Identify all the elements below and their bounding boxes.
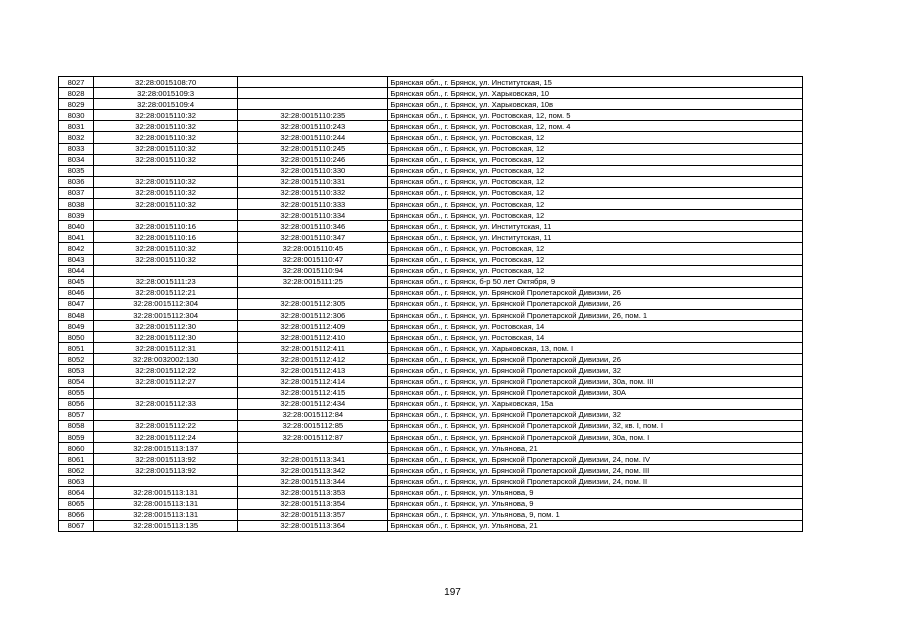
table-row (59, 143, 803, 154)
table-row (59, 254, 803, 265)
table-row (59, 398, 803, 409)
table-row (59, 276, 803, 287)
table-row (59, 232, 803, 243)
object-cadastral-number-cell: 32:28:0015112:305 (238, 298, 388, 309)
address-cell: Брянская обл., г. Брянск, ул. Ростовская, 12 (388, 254, 803, 265)
object-cadastral-number-cell (238, 99, 388, 110)
object-cadastral-number-cell: 32:28:0015110:244 (238, 132, 388, 143)
object-cadastral-number-cell: 32:28:0015113:357 (238, 509, 388, 520)
row-number-cell: 8048 (59, 309, 94, 320)
object-cadastral-number-cell: 32:28:0015112:85 (238, 420, 388, 431)
address-cell: Брянская обл., г. Брянск, ул. Ростовская, 14 (388, 321, 803, 332)
object-cadastral-number-cell: 32:28:0015110:334 (238, 210, 388, 221)
table-row (59, 498, 803, 509)
table-row (59, 132, 803, 143)
parcel-cadastral-number-cell: 32:28:0015110:32 (94, 143, 238, 154)
parcel-cadastral-number-cell: 32:28:0015113:131 (94, 509, 238, 520)
row-number-cell: 8046 (59, 287, 94, 298)
row-number-cell: 8047 (59, 298, 94, 309)
address-cell: Брянская обл., г. Брянск, ул. Ростовская, 12 (388, 143, 803, 154)
parcel-cadastral-number-cell: 32:28:0015113:92 (94, 465, 238, 476)
table-row (59, 454, 803, 465)
parcel-cadastral-number-cell: 32:28:0015110:32 (94, 243, 238, 254)
object-cadastral-number-cell (238, 287, 388, 298)
row-number-cell: 8041 (59, 232, 94, 243)
parcel-cadastral-number-cell: 32:28:0015110:32 (94, 187, 238, 198)
table-row (59, 465, 803, 476)
table-row (59, 487, 803, 498)
address-cell: Брянская обл., г. Брянск, ул. Ростовская, 12 (388, 199, 803, 210)
row-number-cell: 8067 (59, 520, 94, 531)
object-cadastral-number-cell: 32:28:0015113:344 (238, 476, 388, 487)
object-cadastral-number-cell: 32:28:0015110:333 (238, 199, 388, 210)
parcel-cadastral-number-cell: 32:28:0015112:304 (94, 298, 238, 309)
table-row (59, 509, 803, 520)
object-cadastral-number-cell: 32:28:0015112:411 (238, 343, 388, 354)
table-row (59, 387, 803, 398)
row-number-cell: 8029 (59, 99, 94, 110)
row-number-cell: 8058 (59, 420, 94, 431)
table-row (59, 154, 803, 165)
object-cadastral-number-cell: 32:28:0015110:330 (238, 165, 388, 176)
table-row (59, 409, 803, 420)
row-number-cell: 8032 (59, 132, 94, 143)
address-cell: Брянская обл., г. Брянск, ул. Харьковская, 10 (388, 88, 803, 99)
address-cell: Брянская обл., г. Брянск, ул. Брянской Пролетарской Дивизии, 24, пом. III (388, 465, 803, 476)
object-cadastral-number-cell: 32:28:0015110:245 (238, 143, 388, 154)
row-number-cell: 8065 (59, 498, 94, 509)
object-cadastral-number-cell (238, 88, 388, 99)
object-cadastral-number-cell: 32:28:0015113:341 (238, 454, 388, 465)
row-number-cell: 8031 (59, 121, 94, 132)
object-cadastral-number-cell: 32:28:0015110:45 (238, 243, 388, 254)
row-number-cell: 8037 (59, 187, 94, 198)
table-row (59, 420, 803, 431)
row-number-cell: 8060 (59, 443, 94, 454)
address-cell: Брянская обл., г. Брянск, б-р 50 лет Октября, 9 (388, 276, 803, 287)
row-number-cell: 8061 (59, 454, 94, 465)
parcel-cadastral-number-cell: 32:28:0015113:92 (94, 454, 238, 465)
object-cadastral-number-cell: 32:28:0015113:364 (238, 520, 388, 531)
parcel-cadastral-number-cell: 32:28:0015112:22 (94, 365, 238, 376)
parcel-cadastral-number-cell (94, 265, 238, 276)
row-number-cell: 8050 (59, 332, 94, 343)
address-cell: Брянская обл., г. Брянск, ул. Ростовская, 12 (388, 265, 803, 276)
parcel-cadastral-number-cell: 32:28:0032002:130 (94, 354, 238, 365)
object-cadastral-number-cell: 32:28:0015113:354 (238, 498, 388, 509)
row-number-cell: 8027 (59, 77, 94, 88)
table-row (59, 265, 803, 276)
address-cell: Брянская обл., г. Брянск, ул. Брянской Пролетарской Дивизии, 24, пом. IV (388, 454, 803, 465)
row-number-cell: 8051 (59, 343, 94, 354)
parcel-cadastral-number-cell: 32:28:0015112:21 (94, 287, 238, 298)
table-row (59, 77, 803, 88)
parcel-cadastral-number-cell: 32:28:0015112:22 (94, 420, 238, 431)
row-number-cell: 8062 (59, 465, 94, 476)
parcel-cadastral-number-cell: 32:28:0015111:23 (94, 276, 238, 287)
object-cadastral-number-cell: 32:28:0015112:409 (238, 321, 388, 332)
address-cell: Брянская обл., г. Брянск, ул. Брянской Пролетарской Дивизии, 30а, пом. I (388, 432, 803, 443)
address-cell: Брянская обл., г. Брянск, ул. Брянской Пролетарской Дивизии, 24, пом. II (388, 476, 803, 487)
row-number-cell: 8038 (59, 199, 94, 210)
row-number-cell: 8030 (59, 110, 94, 121)
object-cadastral-number-cell (238, 77, 388, 88)
table-row (59, 332, 803, 343)
row-number-cell: 8034 (59, 154, 94, 165)
address-cell: Брянская обл., г. Брянск, ул. Харьковская, 15а (388, 398, 803, 409)
row-number-cell: 8028 (59, 88, 94, 99)
address-cell: Брянская обл., г. Брянск, ул. Ростовская, 12 (388, 176, 803, 187)
parcel-cadastral-number-cell: 32:28:0015110:32 (94, 254, 238, 265)
cadastral-registry-table (58, 76, 803, 532)
address-cell: Брянская обл., г. Брянск, ул. Харьковская, 13, пом. I (388, 343, 803, 354)
address-cell: Брянская обл., г. Брянск, ул. Ростовская, 14 (388, 332, 803, 343)
table-row (59, 520, 803, 531)
object-cadastral-number-cell: 32:28:0015110:243 (238, 121, 388, 132)
table-row (59, 221, 803, 232)
table-row (59, 199, 803, 210)
object-cadastral-number-cell: 32:28:0015110:331 (238, 176, 388, 187)
address-cell: Брянская обл., г. Брянск, ул. Ростовская, 12 (388, 210, 803, 221)
table-row (59, 309, 803, 320)
row-number-cell: 8053 (59, 365, 94, 376)
parcel-cadastral-number-cell: 32:28:0015110:16 (94, 221, 238, 232)
address-cell: Брянская обл., г. Брянск, ул. Ростовская, 12 (388, 187, 803, 198)
registry-table-body (59, 77, 803, 532)
table-row (59, 287, 803, 298)
address-cell: Брянская обл., г. Брянск, ул. Харьковская, 10в (388, 99, 803, 110)
object-cadastral-number-cell: 32:28:0015112:410 (238, 332, 388, 343)
object-cadastral-number-cell: 32:28:0015110:346 (238, 221, 388, 232)
address-cell: Брянская обл., г. Брянск, ул. Ульянова, 9, пом. 1 (388, 509, 803, 520)
parcel-cadastral-number-cell: 32:28:0015110:32 (94, 176, 238, 187)
row-number-cell: 8045 (59, 276, 94, 287)
address-cell: Брянская обл., г. Брянск, ул. Брянской Пролетарской Дивизии, 26 (388, 354, 803, 365)
address-cell: Брянская обл., г. Брянск, ул. Институтская, 11 (388, 232, 803, 243)
parcel-cadastral-number-cell (94, 476, 238, 487)
page-number: 197 (444, 587, 461, 598)
object-cadastral-number-cell: 32:28:0015110:246 (238, 154, 388, 165)
address-cell: Брянская обл., г. Брянск, ул. Брянской Пролетарской Дивизии, 26, пом. 1 (388, 309, 803, 320)
address-cell: Брянская обл., г. Брянск, ул. Ульянова, 9 (388, 487, 803, 498)
address-cell: Брянская обл., г. Брянск, ул. Брянской Пролетарской Дивизии, 30а, пом. III (388, 376, 803, 387)
address-cell: Брянская обл., г. Брянск, ул. Ростовская, 12 (388, 132, 803, 143)
parcel-cadastral-number-cell: 32:28:0015110:32 (94, 110, 238, 121)
object-cadastral-number-cell: 32:28:0015112:414 (238, 376, 388, 387)
row-number-cell: 8044 (59, 265, 94, 276)
address-cell: Брянская обл., г. Брянск, ул. Брянской Пролетарской Дивизии, 30А (388, 387, 803, 398)
parcel-cadastral-number-cell: 32:28:0015112:304 (94, 309, 238, 320)
address-cell: Брянская обл., г. Брянск, ул. Институтская, 11 (388, 221, 803, 232)
table-row (59, 110, 803, 121)
parcel-cadastral-number-cell: 32:28:0015110:32 (94, 132, 238, 143)
object-cadastral-number-cell: 32:28:0015112:412 (238, 354, 388, 365)
table-row (59, 165, 803, 176)
object-cadastral-number-cell: 32:28:0015110:235 (238, 110, 388, 121)
table-row (59, 343, 803, 354)
address-cell: Брянская обл., г. Брянск, ул. Брянской Пролетарской Дивизии, 26 (388, 287, 803, 298)
parcel-cadastral-number-cell: 32:28:0015113:131 (94, 487, 238, 498)
table-row (59, 298, 803, 309)
address-cell: Брянская обл., г. Брянск, ул. Ростовская, 12, пом. 4 (388, 121, 803, 132)
object-cadastral-number-cell: 32:28:0015113:342 (238, 465, 388, 476)
parcel-cadastral-number-cell: 32:28:0015112:31 (94, 343, 238, 354)
row-number-cell: 8043 (59, 254, 94, 265)
address-cell: Брянская обл., г. Брянск, ул. Ростовская, 12 (388, 243, 803, 254)
object-cadastral-number-cell: 32:28:0015113:353 (238, 487, 388, 498)
parcel-cadastral-number-cell: 32:28:0015109:4 (94, 99, 238, 110)
address-cell: Брянская обл., г. Брянск, ул. Ростовская, 12, пом. 5 (388, 110, 803, 121)
address-cell: Брянская обл., г. Брянск, ул. Брянской Пролетарской Дивизии, 32, кв. I, пом. I (388, 420, 803, 431)
table-row (59, 432, 803, 443)
row-number-cell: 8052 (59, 354, 94, 365)
parcel-cadastral-number-cell: 32:28:0015112:30 (94, 332, 238, 343)
parcel-cadastral-number-cell: 32:28:0015110:32 (94, 154, 238, 165)
row-number-cell: 8059 (59, 432, 94, 443)
parcel-cadastral-number-cell: 32:28:0015109:3 (94, 88, 238, 99)
row-number-cell: 8049 (59, 321, 94, 332)
row-number-cell: 8054 (59, 376, 94, 387)
parcel-cadastral-number-cell: 32:28:0015110:32 (94, 199, 238, 210)
row-number-cell: 8042 (59, 243, 94, 254)
row-number-cell: 8063 (59, 476, 94, 487)
row-number-cell: 8057 (59, 409, 94, 420)
table-row (59, 210, 803, 221)
table-row (59, 443, 803, 454)
address-cell: Брянская обл., г. Брянск, ул. Ульянова, 21 (388, 443, 803, 454)
table-row (59, 187, 803, 198)
row-number-cell: 8056 (59, 398, 94, 409)
object-cadastral-number-cell: 32:28:0015112:413 (238, 365, 388, 376)
object-cadastral-number-cell: 32:28:0015110:347 (238, 232, 388, 243)
table-row (59, 376, 803, 387)
table-row (59, 99, 803, 110)
row-number-cell: 8039 (59, 210, 94, 221)
parcel-cadastral-number-cell: 32:28:0015112:27 (94, 376, 238, 387)
object-cadastral-number-cell: 32:28:0015110:94 (238, 265, 388, 276)
table-row (59, 365, 803, 376)
parcel-cadastral-number-cell: 32:28:0015113:135 (94, 520, 238, 531)
parcel-cadastral-number-cell: 32:28:0015113:131 (94, 498, 238, 509)
object-cadastral-number-cell: 32:28:0015112:415 (238, 387, 388, 398)
address-cell: Брянская обл., г. Брянск, ул. Брянской Пролетарской Дивизии, 32 (388, 409, 803, 420)
object-cadastral-number-cell: 32:28:0015112:84 (238, 409, 388, 420)
table-row (59, 321, 803, 332)
table-row (59, 476, 803, 487)
parcel-cadastral-number-cell: 32:28:0015113:137 (94, 443, 238, 454)
object-cadastral-number-cell: 32:28:0015112:306 (238, 309, 388, 320)
address-cell: Брянская обл., г. Брянск, ул. Брянской Пролетарской Дивизии, 32 (388, 365, 803, 376)
table-row (59, 88, 803, 99)
table-row (59, 243, 803, 254)
address-cell: Брянская обл., г. Брянск, ул. Ростовская, 12 (388, 165, 803, 176)
address-cell: Брянская обл., г. Брянск, ул. Ростовская, 12 (388, 154, 803, 165)
parcel-cadastral-number-cell: 32:28:0015110:16 (94, 232, 238, 243)
row-number-cell: 8033 (59, 143, 94, 154)
row-number-cell: 8035 (59, 165, 94, 176)
address-cell: Брянская обл., г. Брянск, ул. Институтская, 15 (388, 77, 803, 88)
parcel-cadastral-number-cell: 32:28:0015112:33 (94, 398, 238, 409)
row-number-cell: 8036 (59, 176, 94, 187)
address-cell: Брянская обл., г. Брянск, ул. Брянской Пролетарской Дивизии, 26 (388, 298, 803, 309)
object-cadastral-number-cell (238, 443, 388, 454)
object-cadastral-number-cell: 32:28:0015112:87 (238, 432, 388, 443)
row-number-cell: 8040 (59, 221, 94, 232)
object-cadastral-number-cell: 32:28:0015111:25 (238, 276, 388, 287)
parcel-cadastral-number-cell: 32:28:0015108:70 (94, 77, 238, 88)
table-row (59, 176, 803, 187)
row-number-cell: 8066 (59, 509, 94, 520)
parcel-cadastral-number-cell (94, 210, 238, 221)
parcel-cadastral-number-cell (94, 165, 238, 176)
object-cadastral-number-cell: 32:28:0015110:47 (238, 254, 388, 265)
parcel-cadastral-number-cell (94, 387, 238, 398)
table-row (59, 121, 803, 132)
parcel-cadastral-number-cell: 32:28:0015110:32 (94, 121, 238, 132)
object-cadastral-number-cell: 32:28:0015112:434 (238, 398, 388, 409)
table-row (59, 354, 803, 365)
address-cell: Брянская обл., г. Брянск, ул. Ульянова, 9 (388, 498, 803, 509)
row-number-cell: 8055 (59, 387, 94, 398)
address-cell: Брянская обл., г. Брянск, ул. Ульянова, 21 (388, 520, 803, 531)
parcel-cadastral-number-cell: 32:28:0015112:30 (94, 321, 238, 332)
row-number-cell: 8064 (59, 487, 94, 498)
object-cadastral-number-cell: 32:28:0015110:332 (238, 187, 388, 198)
parcel-cadastral-number-cell: 32:28:0015112:24 (94, 432, 238, 443)
parcel-cadastral-number-cell (94, 409, 238, 420)
